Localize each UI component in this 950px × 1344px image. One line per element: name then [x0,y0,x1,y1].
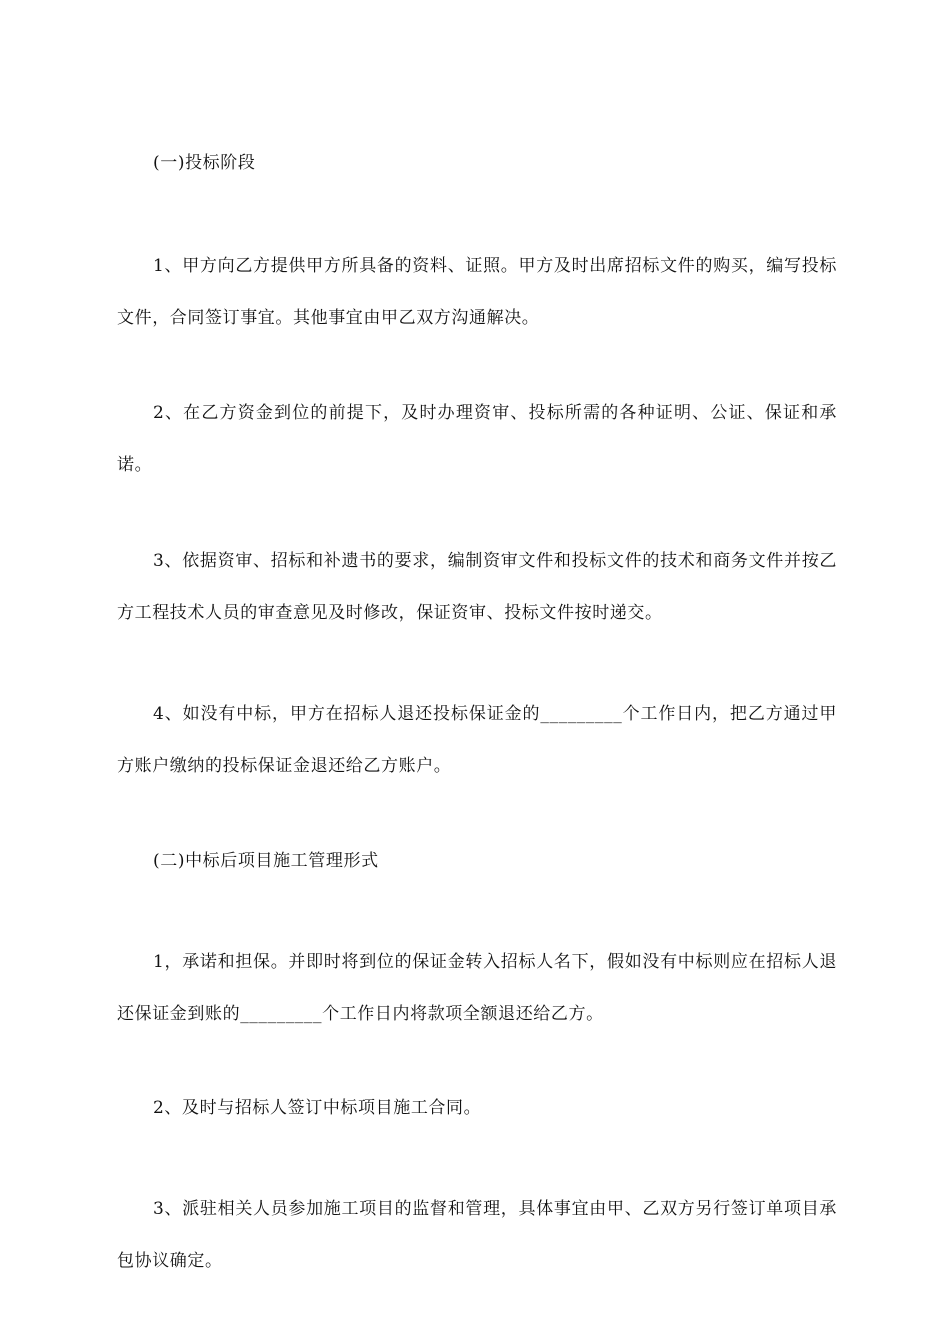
management-item-3: 3、派驻相关人员参加施工项目的监督和管理，具体事宜由甲、乙双方另行签订单项目承包协议确定。 [117,1199,837,1271]
bidding-item-3: 3、依据资审、招标和补遗书的要求，编制资审文件和投标文件的技术和商务文件并按乙方工程技术人员的审查意见及时修改，保证资审、投标文件按时递交。 [117,551,837,623]
bidding-item-2: 2、在乙方资金到位的前提下，及时办理资审、投标所需的各种证明、公证、保证和承诺。 [117,403,837,475]
section-heading-post-award-management: (二)中标后项目施工管理形式 [153,851,379,871]
management-item-2: 2、及时与招标人签订中标项目施工合同。 [153,1098,482,1118]
section-heading-bidding-stage: (一)投标阶段 [153,153,256,173]
bidding-item-1: 1、甲方向乙方提供甲方所具备的资料、证照。甲方及时出席招标文件的购买，编写投标文件，合同签订事宜。其他事宜由甲乙双方沟通解决。 [117,256,837,328]
bidding-item-4: 4、如没有中标，甲方在招标人退还投标保证金的_________个工作日内，把乙方通过甲方账户缴纳的投标保证金退还给乙方账户。 [117,704,837,776]
management-item-1: 1，承诺和担保。并即时将到位的保证金转入招标人名下，假如没有中标则应在招标人退还保证金到账的_________个工作日内将款项全额退还给乙方。 [117,952,837,1024]
